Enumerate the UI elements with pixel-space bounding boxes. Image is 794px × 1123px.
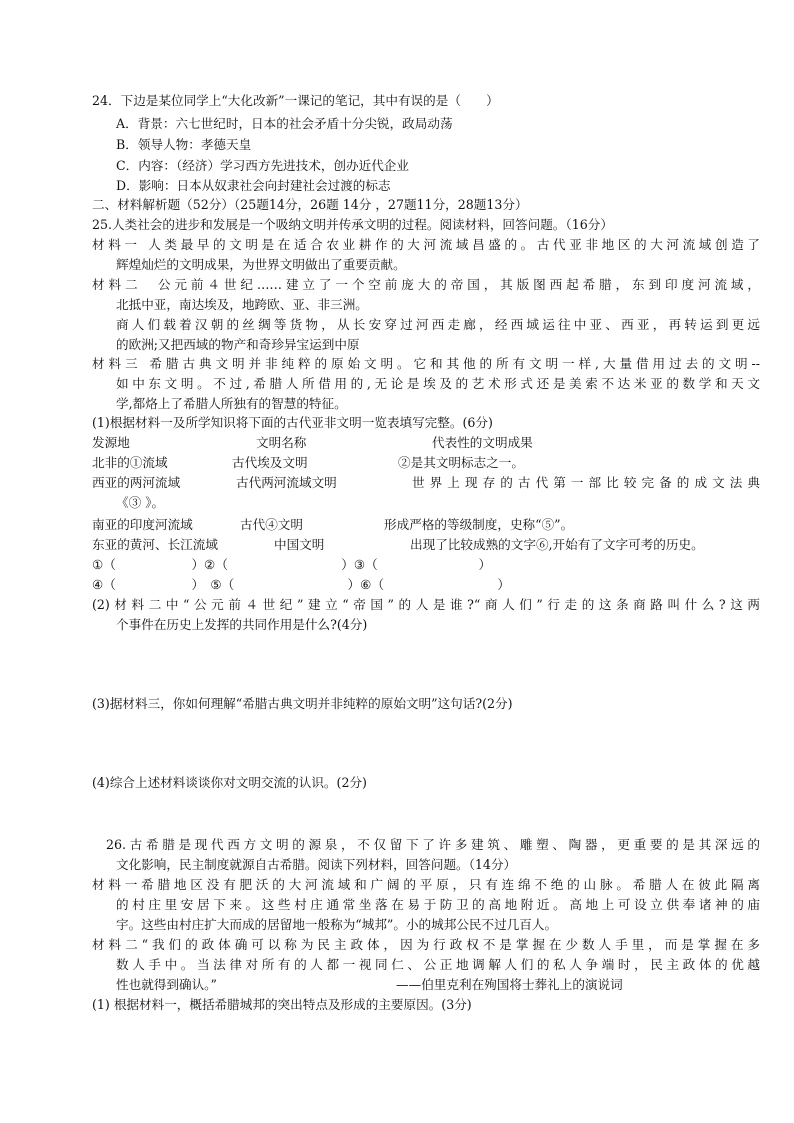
table-row-3-origin: 南亚的印度河流域 <box>92 517 193 532</box>
q26-material-2-source: ——伯里克利在殉国将士葬礼上的演说词 <box>396 977 623 992</box>
q25-part-1: (1)根据材料一及所学知识将下面的古代亚非文明一览表填写完整。(6分) <box>92 415 493 430</box>
q26-material-1-line-2: 的村庄里安居下来。这些村庄通常坐落在易于防卫的高地附近。高地上可设立供奉诸神的庙 <box>116 897 760 912</box>
q26-material-1-line-3: 宇。这些由村庄扩大而成的居留地一般称为“城邦”。小的城邦公民不过几百人。 <box>116 917 558 932</box>
q25-material-2-line-1: 材料二 公元前４世纪……建立了一个空前庞大的帝国，其版图西起希腊，东到印度河流域， <box>92 277 760 292</box>
q25-material-2-line-3: 商人们载着汉朝的丝绸等货物，从长安穿过河西走廊，经西域运往中亚、西亚，再转运到更远 <box>116 317 760 332</box>
q24-option-b: B．领导人物：孝德天皇 <box>116 137 252 152</box>
q24-option-a: A．背景：六七世纪时，日本的社会矛盾十分尖锐，政局动荡 <box>116 116 453 131</box>
table-row-4-achievement: 出现了比较成熟的文字⑥,开始有了文字可考的历史。 <box>410 537 704 552</box>
q26-material-2-line-1: 材料二“我们的政体确可以称为民主政体，因为行政权不是掌握在少数人手里，而是掌握在多 <box>92 937 760 952</box>
q25-material-3-line-1: 材料三 希腊古典文明并非纯粹的原始文明。它和其他的所有文明一样,大量借用过去的文明-- <box>92 356 760 371</box>
q26-stem-line-2: 文化影响，民主制度就源自古希腊。阅读下列材料，回答问题。（14分） <box>116 857 517 872</box>
answer-blanks-row-1[interactable]: ①（ ）②（ ）③（ ） <box>92 557 492 572</box>
table-row-1-civilization: 古代埃及文明 <box>232 455 308 470</box>
q24-option-d: D．影响：日本从奴隶社会向封建社会过渡的标志 <box>116 178 391 193</box>
table-row-2-origin: 西亚的两河流域 <box>92 475 181 490</box>
table-row-4-origin: 东亚的黄河、长江流域 <box>92 537 218 552</box>
q25-material-1-line-1: 材料一 人类最早的文明是在适合农业耕作的大河流域昌盛的。古代亚非地区的大河流域创造了 <box>92 237 760 252</box>
q25-part-2-line-1: (2)材料二中“公元前４世纪”建立“帝国”的人是谁?“商人们”行走的这条商路叫什么?这两 <box>92 597 760 612</box>
section-2-heading: 二、材料解析题（52分）（25题14分，26题 14分 ，27题11分，28题13分） <box>92 197 528 212</box>
q26-material-2-line-3: 性也就得到确认。” <box>116 977 217 992</box>
table-row-2-achievement: 世界上现存的古代第一部比较完备的成文法典 <box>412 475 760 490</box>
q25-part-3: (3)据材料三，你如何理解“希腊古典文明并非纯粹的原始文明”这句话?(2分) <box>92 696 513 711</box>
answer-blanks-row-2[interactable]: ④（ ） ⑤（ ）⑥（ ） <box>92 577 510 592</box>
q25-material-1-line-2: 辉煌灿烂的文明成果，为世界文明做出了重要贡献。 <box>116 257 406 272</box>
table-row-3-achievement: 形成严格的等级制度，史称“⑤”。 <box>384 517 574 532</box>
table-row-2-civilization: 古代两河流域文明 <box>236 475 337 490</box>
table-header-civilization: 文明名称 <box>256 435 307 450</box>
q26-stem-line-1: 26.古希腊是现代西方文明的源泉，不仅留下了许多建筑、雕塑、陶器，更重要的是其深远的 <box>106 837 760 852</box>
table-row-1-achievement: ②是其文明标志之一。 <box>398 455 524 470</box>
q25-stem: 25.人类社会的进步和发展是一个吸纳文明并传承文明的过程。阅读材料，回答问题。（16分） <box>92 217 613 232</box>
q25-material-3-line-2: 如中东文明。不过,希腊人所借用的,无论是埃及的艺术形式还是美索不达米亚的数学和天文 <box>116 376 760 391</box>
q25-material-2-line-2: 北抵中亚，南达埃及，地跨欧、亚、非三洲。 <box>116 297 368 312</box>
q26-material-1-line-1: 材料一希腊地区没有肥沃的大河流域和广阔的平原，只有连绵不绝的山脉。希腊人在彼此隔离 <box>92 877 760 892</box>
q24-option-c: C．内容：（经济）学习西方先进技术，创办近代企业 <box>116 158 409 173</box>
q26-part-1: (1) 根据材料一，概括希腊城邦的突出特点及形成的主要原因。(3分) <box>92 997 472 1012</box>
table-header-origin: 发源地 <box>92 435 130 450</box>
table-row-3-civilization: 古代④文明 <box>240 517 303 532</box>
q25-material-3-line-3: 学,都烙上了希腊人所独有的智慧的特征。 <box>116 396 347 411</box>
table-header-achievement: 代表性的文明成果 <box>432 435 533 450</box>
q25-part-4: (4)综合上述材料谈谈你对文明交流的认识。(2分) <box>92 775 367 790</box>
table-row-1-origin: 北非的①流域 <box>92 455 168 470</box>
q26-material-2-line-2: 数人手中。当法律对所有的人都一视同仁、公正地调解人们的私人争端时，民主政体的优越 <box>116 957 760 972</box>
table-row-4-civilization: 中国文明 <box>274 537 325 552</box>
q25-part-2-line-2: 个事件在历史上发挥的共同作用是什么?(4分) <box>116 617 368 632</box>
q25-material-2-line-4: 的欧洲;又把西域的物产和奇珍异宝运到中原 <box>116 337 360 352</box>
table-row-2-achievement-cont: 《③ 》。 <box>116 495 165 510</box>
q24-stem: 24．下边是某位同学上“大化改新”一课记的笔记，其中有误的是（ ） <box>92 93 499 108</box>
